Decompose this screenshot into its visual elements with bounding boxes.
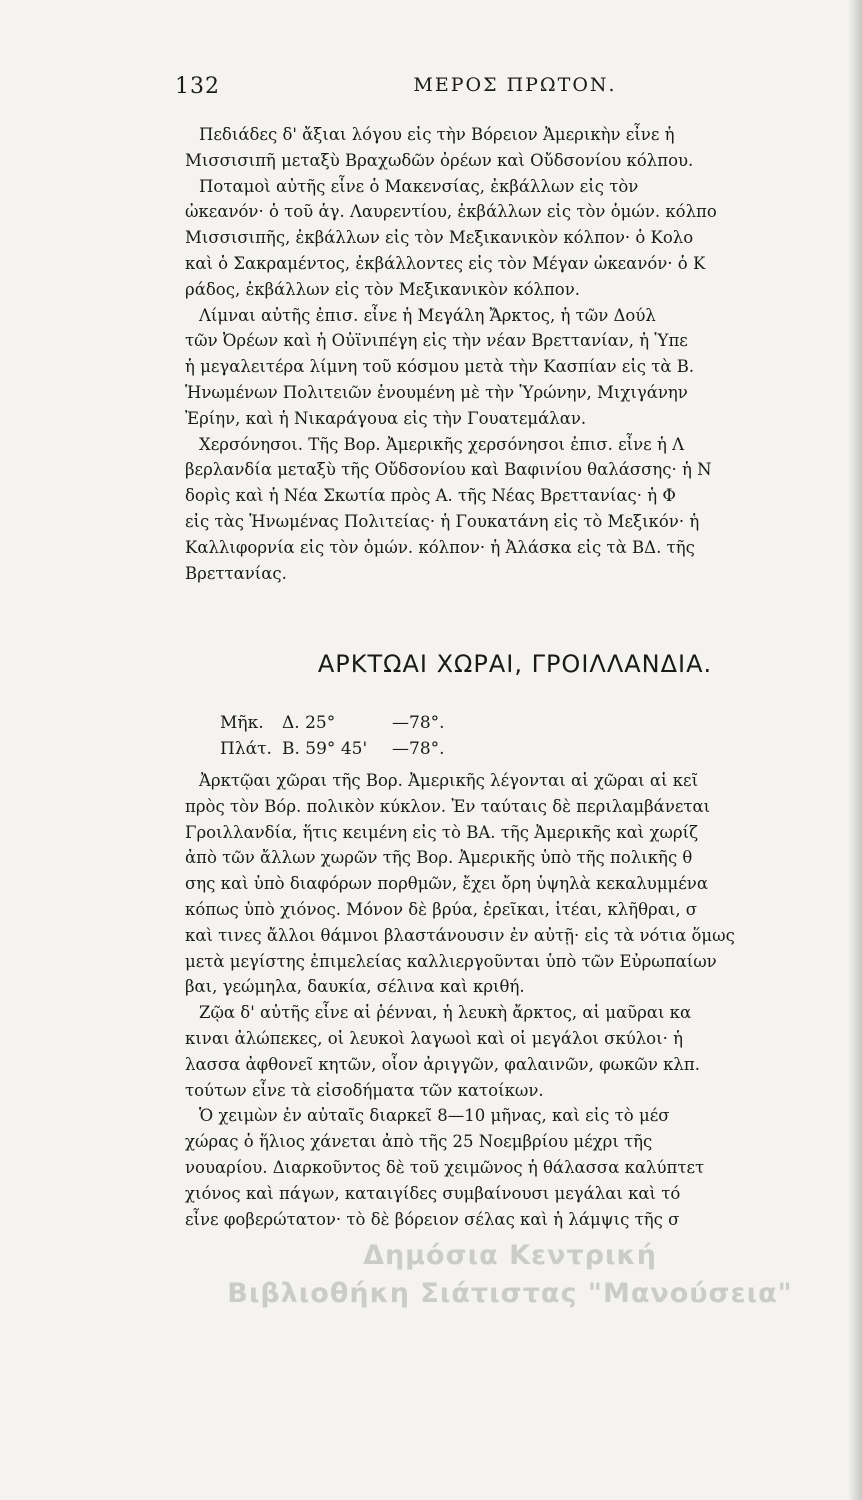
text-line: μετὰ μεγίστης ἐπιμελείας καλλιεργοῦνται ὑπὸ τῶν Εὐρωπαίων xyxy=(185,951,717,971)
text-line: χώρας ὁ ἥλιος χάνεται ἀπὸ τῆς 25 Νοεμβρίου μέχρι τῆς xyxy=(185,1132,653,1152)
text-line: εἶνε φοβερώτατον· τὸ δὲ βόρειον σέλας καὶ ἡ λάμψις τῆς σ xyxy=(185,1209,680,1229)
text-line: κόπως ὑπὸ χιόνος. Μόνον δὲ βρύα, ἐρεῖκαι, ἰτέαι, κλῆθραι, σ xyxy=(185,899,698,919)
text-line: ράδος, ἐκβάλλων εἰς τὸν Μεξικανικὸν κόλπον. xyxy=(185,279,581,299)
library-watermark-line-2: Βιβλιοθήκη Σιάτιστας "Μανούσεια" xyxy=(227,1278,793,1309)
text-line: Γροιλλανδία, ἥτις κειμένη εἰς τὸ ΒΑ. τῆς Ἀμερικῆς καὶ χωρίζ xyxy=(185,822,699,842)
text-line: Βρεττανίας. xyxy=(185,563,287,583)
library-watermark-line-1: Δημόσια Κεντρική xyxy=(363,1240,657,1271)
text-line: Ζῷα δ' αὐτῆς εἶνε αἱ ῥένναι, ἡ λευκὴ ἄρκτος, αἱ μαῦραι κα xyxy=(199,1003,692,1023)
text-line: Ὁ χειμὼν ἐν αὐταῖς διαρκεῖ 8—10 μῆνας, καὶ εἰς τὸ μέσ xyxy=(199,1106,670,1126)
text-line: σης καὶ ὑπὸ διαφόρων πορθμῶν, ἔχει ὄρη ὑψηλὰ κεκαλυμμένα xyxy=(185,874,708,894)
text-line: Ποταμοὶ αὐτῆς εἶνε ὁ Μακενσίας, ἐκβάλλων εἰς τὸν xyxy=(199,176,639,196)
latitude-label: Πλάτ. xyxy=(220,739,272,759)
latitude-value: Β. 59° 45' xyxy=(282,739,368,759)
running-head: ΜΕΡΟΣ ΠΡΩΤΟΝ. xyxy=(413,74,617,96)
text-line: λασσα ἀφθονεῖ κητῶν, οἷον ἀριγγῶν, φαλαινῶν, φωκῶν κλπ. xyxy=(185,1054,700,1074)
page-header xyxy=(175,74,815,104)
section-text-block xyxy=(185,768,850,1232)
text-line: Καλλιφορνία εἰς τὸν ὁμών. κόλπον· ἡ Ἀλάσκα εἰς τὰ ΒΔ. τῆς xyxy=(185,537,695,557)
text-line: καὶ ὁ Σακραμέντος, ἐκβάλλοντες εἰς τὸν Μέγαν ὠκεανόν· ὁ Κ xyxy=(185,253,706,273)
text-line: Ἐρίην, καὶ ἡ Νικαράγουα εἰς τὴν Γουατεμάλαν. xyxy=(185,408,587,428)
text-line: ἡ μεγαλειτέρα λίμνη τοῦ κόσμου μετὰ τὴν Κασπίαν εἰς τὰ Β. xyxy=(185,357,695,377)
text-line: Ἀρκτῷαι χῶραι τῆς Βορ. Ἀμερικῆς λέγονται αἱ χῶραι αἱ κεῖ xyxy=(199,771,699,790)
text-line: Λίμναι αὐτῆς ἐπισ. εἶνε ἡ Μεγάλη Ἄρκτος, ἡ τῶν Δούλ xyxy=(199,305,656,325)
text-line: Μισσισιπῆ μεταξὺ Βραχωδῶν ὀρέων καὶ Οὔδσονίου κόλπου. xyxy=(185,150,694,170)
latitude-to: —78°. xyxy=(392,739,445,759)
text-line: ἀπὸ τῶν ἄλλων χωρῶν τῆς Βορ. Ἀμερικῆς ὑπὸ τῆς πολικῆς θ xyxy=(185,848,693,868)
text-line: Μισσισιπῆς, ἐκβάλλων εἰς τὸν Μεξικανικὸν κόλπον· ὁ Κολο xyxy=(185,228,694,248)
section-title: ΑΡΚΤΩΑΙ ΧΩΡΑΙ, ΓΡΟΙΛΛΑΝΔΙΑ. xyxy=(317,650,713,678)
page-edge-shadow xyxy=(848,0,862,1500)
text-line: βερλανδία μεταξὺ τῆς Οὔδσονίου καὶ Βαφινίου θαλάσσης· ἡ Ν xyxy=(185,460,712,480)
text-line: δορὶς καὶ ἡ Νέα Σκωτία πρὸς Α. τῆς Νέας Βρεττανίας· ἡ Φ xyxy=(185,486,676,506)
longitude-label: Μῆκ. xyxy=(220,713,264,733)
text-line: κιναι ἀλώπεκες, οἱ λευκοὶ λαγωοὶ καὶ οἱ μεγάλοι σκύλοι· ἡ xyxy=(185,1028,683,1048)
top-text-block xyxy=(185,122,850,586)
text-line: εἰς τὰς Ἡνωμένας Πολιτείας· ἡ Γουκατάνη εἰς τὸ Μεξικόν· ἡ xyxy=(185,511,700,531)
text-line: τούτων εἶνε τὰ εἰσοδήματα τῶν κατοίκων. xyxy=(185,1080,544,1100)
text-line: πρὸς τὸν Βόρ. πολικὸν κύκλον. Ἐν ταύταις δὲ περιλαμβάνεται xyxy=(185,796,711,816)
text-line: χιόνος καὶ πάγων, καταιγίδες συμβαίνουσι μεγάλαι καὶ τό xyxy=(185,1183,681,1203)
text-line: τῶν Ὀρέων καὶ ἡ Οὐϊνιπέγη εἰς τὴν νέαν Βρεττανίαν, ἡ Ὑπε xyxy=(185,331,688,351)
text-line: καὶ τινες ἄλλοι θάμνοι βλαστάνουσιν ἐν αὐτῇ· εἰς τὰ νότια ὅμως xyxy=(185,925,735,945)
text-line: Ἡνωμένων Πολιτειῶν ἑνουμένη μὲ τὴν Ὑρώνην, Μιχιγάνην xyxy=(185,382,688,402)
text-line: Χερσόνησοι. Τῆς Βορ. Ἀμερικῆς χερσόνησοι ἐπισ. εἶνε ἡ Λ xyxy=(199,434,685,454)
latitude-line xyxy=(220,739,445,759)
longitude-value: Δ. 25° xyxy=(282,713,336,733)
longitude-line xyxy=(220,713,445,733)
text-line: Πεδιάδες δ' ἄξιαι λόγου εἰς τὴν Βόρειον Ἀμερικὴν εἶνε ἡ xyxy=(199,125,675,144)
longitude-to: —78°. xyxy=(392,713,445,733)
text-line: ὠκεανόν· ὁ τοῦ ἁγ. Λαυρεντίου, ἐκβάλλων εἰς τὸν ὁμών. κόλπο xyxy=(185,202,717,222)
page-number: 132 xyxy=(175,74,220,99)
text-line: βαι, γεώμηλα, δαυκία, σέλινα καὶ κριθή. xyxy=(185,977,525,997)
text-line: νουαρίου. Διαρκοῦντος δὲ τοῦ χειμῶνος ἡ θάλασσα καλύπτετ xyxy=(185,1157,705,1177)
